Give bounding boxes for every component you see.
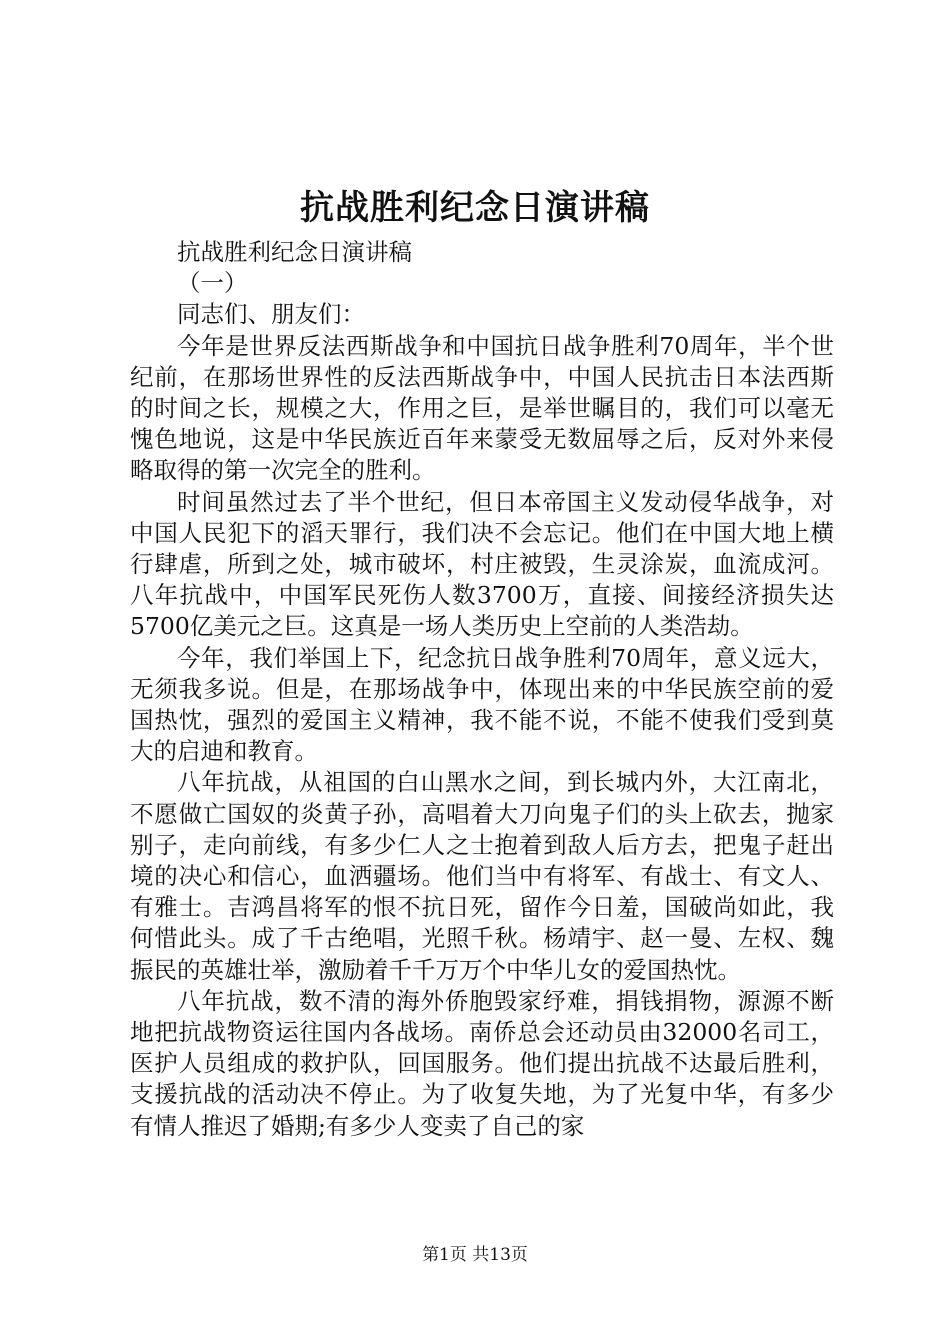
paragraph-salutation: 同志们、朋友们： [177, 300, 365, 329]
paragraph: 今年是世界反法西斯战争和中国抗日战争胜利70周年，半个世纪前，在那场世界性的反法西斯战争中，中国人民抗击日本法西斯的时间之长，规模之大，作用之巨，是举世瞩目的，我们可以毫无愧色地说，这是中华民族近百年来蒙受无数屈辱之后，反对外来侵略取得的第一次完全的胜利。 [130, 331, 834, 485]
document-body [130, 237, 834, 1142]
paragraph: 八年抗战，从祖国的白山黑水之间，到长城内外，大江南北，不愿做亡国奴的炎黄子孙，高唱着大刀向鬼子们的头上砍去，抛家别子，走向前线，有多少仁人之士抱着到敌人后方去，把鬼子赶出境的决心和信心，血洒疆场。他们当中有将军、有战士、有文人、有雅士。吉鸿昌将军的恨不抗日死，留作今日羞，国破尚如此，我何惜此头。成了千古绝唱，光照千秋。杨靖宇、赵一曼、左权、魏振民的英雄壮举，激励着千千万万个中华儿女的爱国热忱。 [130, 768, 834, 984]
document-title: 抗战胜利纪念日演讲稿 [300, 188, 650, 228]
paragraph-subtitle: 抗战胜利纪念日演讲稿 [177, 238, 412, 266]
page-total: 共13页 [472, 1245, 528, 1265]
paragraph: 八年抗战，数不清的海外侨胞毁家纾难，捐钱捐物，源源不断地把抗战物资运往国内各战场。南侨总会还动员由32000名司工，医护人员组成的救护队，回国服务。他们提出抗战不达最后胜利，支援抗战的活动决不停止。为了收复失地，为了光复中华，有多少有情人推迟了婚期;有多少人变卖了自己的家 [130, 986, 834, 1140]
paragraph: 今年，我们举国上下，纪念抗日战争胜利70周年，意义远大，无须我多说。但是，在那场战争中，体现出来的中华民族空前的爱国热忱，强烈的爱国主义精神，我不能不说，不能不使我们受到莫大的启迪和教育。 [130, 643, 834, 766]
paragraph: 时间虽然过去了半个世纪，但日本帝国主义发动侵华战争，对中国人民犯下的滔天罪行，我们决不会忘记。他们在中国大地上横行肆虐，所到之处，城市破坏，村庄被毁，生灵涂炭，血流成河。八年抗战中，中国军民死伤人数3700万，直接、间接经济损失达5700亿美元之巨。这真是一场人类历史上空前的人类浩劫。 [130, 487, 834, 641]
page-number: 第1页 [422, 1245, 467, 1265]
page-footer [0, 1243, 950, 1267]
paragraph-section-number: （一） [177, 269, 248, 298]
